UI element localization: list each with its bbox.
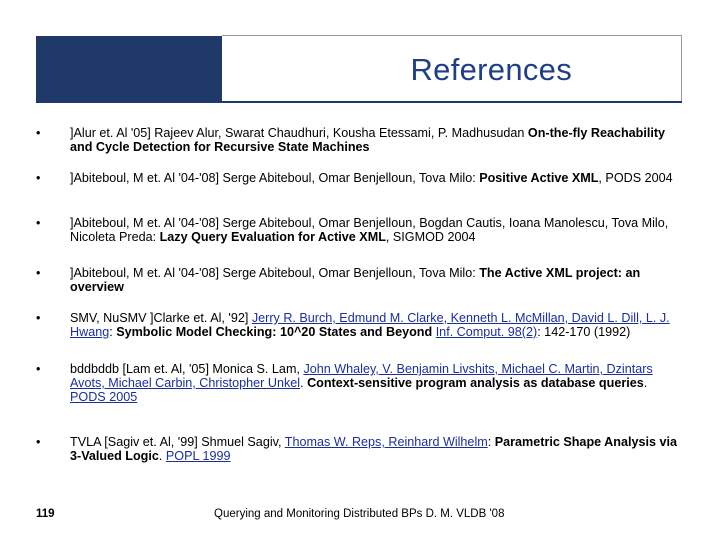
reference-text: : xyxy=(109,325,117,339)
reference-text: : xyxy=(487,435,495,449)
slide-title: References xyxy=(410,52,572,87)
reference-text: , SIGMOD 2004 xyxy=(385,230,476,244)
reference-item xyxy=(36,362,686,404)
reference-link[interactable]: Thomas W. Reps, Reinhard Wilhelm xyxy=(284,435,488,449)
reference-text: SMV, NuSMV ]Clarke et. Al, '92] xyxy=(70,311,252,325)
reference-item xyxy=(36,216,686,244)
reference-item xyxy=(36,266,686,294)
reference-link[interactable]: Inf. Comput. 98(2) xyxy=(435,325,538,339)
reference-title: On-the-fly Reachability and Cycle Detection for Recursive State Machines xyxy=(70,126,666,154)
reference-text: ]Alur et. Al '05] Rajeev Alur, Swarat Chaudhuri, Kousha Etessami, P. Madhusudan xyxy=(70,126,528,140)
reference-title: The Active XML project: an overview xyxy=(70,266,641,294)
reference-title: Parametric Shape Analysis via 3-Valued Logic xyxy=(70,435,677,463)
reference-item xyxy=(36,311,686,339)
reference-text: ]Abiteboul, M et. Al '04-'08] Serge Abiteboul, Omar Benjelloun, Bogdan Cautis, Ioana Manolescu, Tova Milo, Nicoleta Preda: xyxy=(70,216,669,244)
reference-item xyxy=(36,171,686,185)
reference-title: Symbolic Model Checking: 10^20 States and Beyond xyxy=(116,325,433,339)
reference-text: ]Abiteboul, M et. Al '04-'08] Serge Abiteboul, Omar Benjelloun, Tova Milo: xyxy=(70,171,480,185)
footer-text: Querying and Monitoring Distributed BPs D. M. VLDB '08 xyxy=(214,508,505,520)
reference-text: . xyxy=(300,376,308,390)
reference-title: Lazy Query Evaluation for Active XML xyxy=(159,230,386,244)
reference-item xyxy=(36,435,686,463)
bullet-icon: • xyxy=(36,171,41,185)
reference-text: : 142-170 (1992) xyxy=(537,325,631,339)
reference-text: bddbddb [Lam et. Al, '05] Monica S. Lam, xyxy=(70,362,304,376)
reference-title: Positive Active XML xyxy=(479,171,599,185)
bullet-icon: • xyxy=(36,216,41,230)
reference-text: , PODS 2004 xyxy=(598,171,673,185)
reference-link[interactable]: POPL 1999 xyxy=(165,449,231,463)
bullet-icon: • xyxy=(36,311,41,325)
reference-text: . xyxy=(158,449,166,463)
reference-link[interactable]: Jerry R. Burch, Edmund M. Clarke, Kenneth L. McMillan, David L. Dill, L. J. Hwang xyxy=(70,311,670,339)
header-color-block xyxy=(36,36,222,103)
reference-item xyxy=(36,126,686,154)
reference-text: ]Abiteboul, M et. Al '04-'08] Serge Abiteboul, Omar Benjelloun, Tova Milo: xyxy=(70,266,480,280)
bullet-icon: • xyxy=(36,126,41,140)
page-number: 119 xyxy=(36,508,55,520)
reference-text: TVLA [Sagiv et. Al, '99] Shmuel Sagiv, xyxy=(70,435,285,449)
bullet-icon: • xyxy=(36,266,41,280)
title-divider xyxy=(36,101,682,103)
reference-text: . xyxy=(643,376,648,390)
bullet-icon: • xyxy=(36,362,41,376)
bullet-icon: • xyxy=(36,435,41,449)
reference-title: Context-sensitive program analysis as database queries xyxy=(307,376,644,390)
reference-link[interactable]: PODS 2005 xyxy=(70,390,138,404)
reference-link[interactable]: John Whaley, V. Benjamin Livshits, Michael C. Martin, Dzintars Avots, Michael Carbin, Christopher Unkel xyxy=(70,362,653,390)
